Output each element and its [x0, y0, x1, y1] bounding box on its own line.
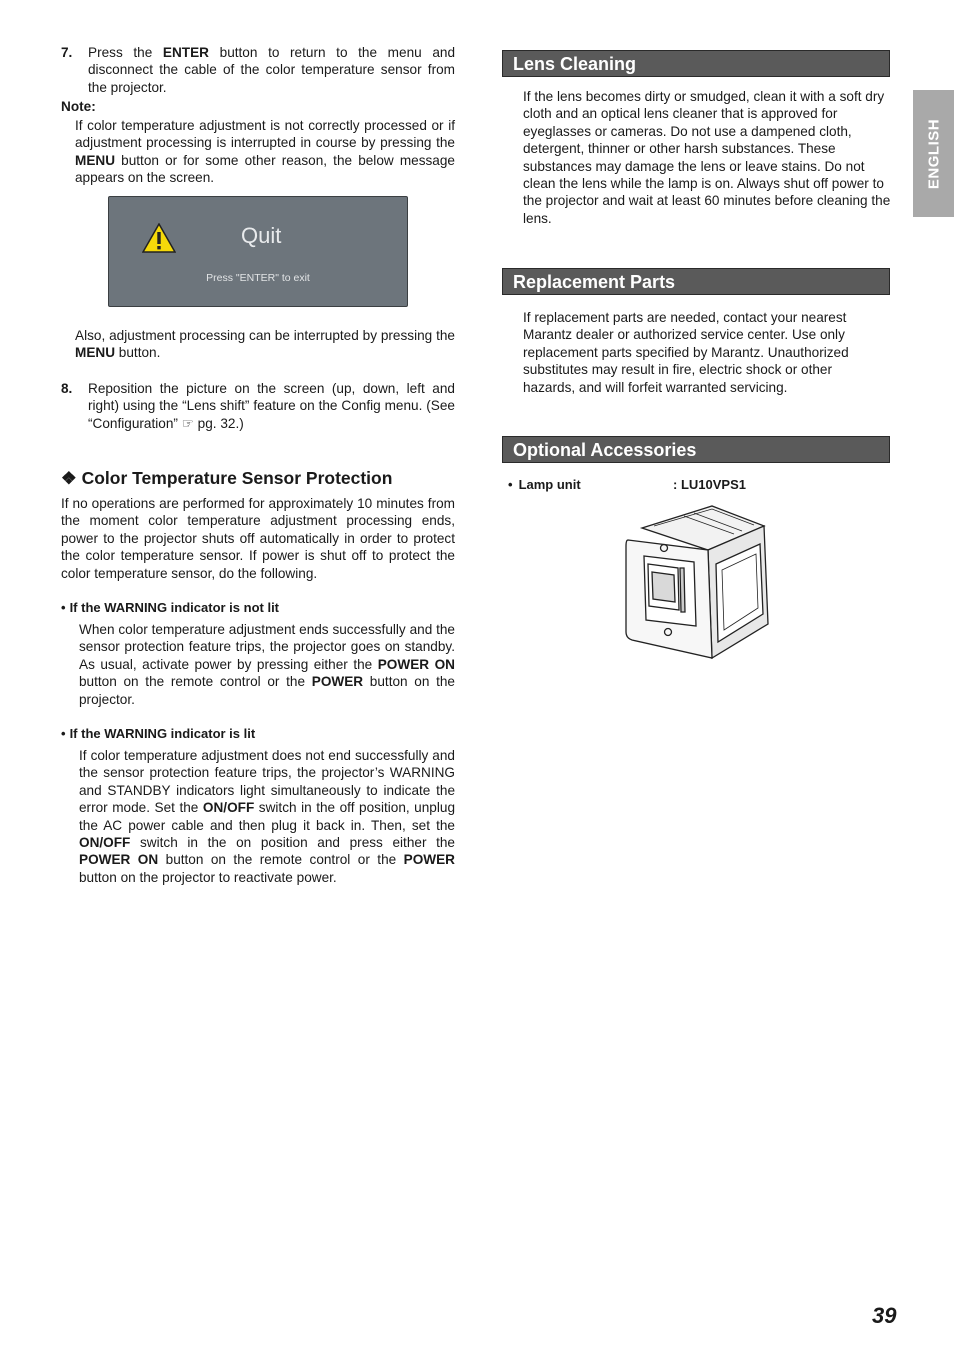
section-symbol: ❖ — [61, 468, 77, 488]
menu-label: MENU — [75, 152, 116, 168]
accessory-item: • Lamp unit — [508, 477, 581, 492]
optional-accessories-title: Optional Accessories — [513, 440, 697, 460]
text-part: switch in the off position, unplug the AC power cable and then plug it back in. Then, set the — [79, 800, 456, 833]
also-text — [75, 327, 455, 362]
warning-triangle-icon — [142, 223, 176, 253]
language-tab-label: ENGLISH — [924, 118, 942, 189]
on-off-label: ON/OFF — [79, 835, 131, 851]
step-text: Reposition the picture on the screen (up, down, left and right) using the “Lens shift” feature on the Config menu. (See “Configuration” ☞ pg. 32.) — [88, 381, 455, 431]
note-text-part: If color temperature adjustment is not correctly processed or if adjustment processing is interrupted in course by pressing the — [75, 118, 455, 151]
page-number: 39 — [872, 1303, 897, 1328]
quit-dialog — [108, 196, 408, 307]
bullet-1-heading: • If the WARNING indicator is not lit — [61, 600, 280, 615]
step-7 — [61, 44, 455, 96]
bullet-1-text — [79, 621, 455, 708]
bullet-label: If the WARNING indicator is lit — [69, 726, 256, 741]
bullet-2-heading: • If the WARNING indicator is lit — [61, 726, 256, 741]
power-label: POWER — [403, 852, 455, 868]
text-part: When color temperature adjustment ends successfully and the sensor protection feature trips, the projector goes on standby. As usual, activate power by pressing either the — [79, 622, 455, 672]
language-tab — [913, 90, 954, 217]
dialog-subtitle: Press "ENTER" to exit — [206, 272, 310, 284]
lens-cleaning-text: If the lens becomes dirty or smudged, clean it with a soft dry cloth and an optical lens cleaner that is approved for eyeglasses or cameras. Do not use a dampened cloth, detergent, thinner or other harsh substances. These substances may damage the lens or leave stains. Do not clean the lens while the lamp is on. Always shut off power to the projector and wait at least 60 minutes before cleaning the lens. — [523, 89, 891, 226]
step-8 — [61, 380, 455, 432]
enter-button-label: ENTER — [162, 45, 209, 60]
lamp-unit-image — [624, 504, 774, 660]
note-text-part: button or for some other reason, the below message appears on the screen. — [75, 152, 455, 186]
lens-cleaning-header — [502, 50, 890, 77]
text-part: button on the projector. — [79, 674, 455, 707]
accessory-value: : LU10VPS1 — [673, 477, 746, 492]
replacement-parts-text: If replacement parts are needed, contact your nearest Marantz dealer or authorized service center. Use only replacement parts specified by Marantz. Unauthorized substitutes may result in fire, electric shock or other hazards, and will forfeit warranted servicing. — [523, 310, 849, 395]
step-number: 7. — [61, 45, 73, 60]
step-number: 8. — [61, 381, 73, 396]
dialog-title: Quit — [241, 223, 282, 248]
section-intro: If no operations are performed for approximately 10 minutes from the moment color temperature adjustment processing ends, power to the projector shuts off automatically in order to protect the color temperature sensor. If power is shut off to protect the color temperature sensor, do the following. — [61, 496, 455, 581]
text-part: If color temperature adjustment does not end successfully and the sensor protection feature trips, the projector’s WARNING and STANDBY indicators light simultaneously to indicate the error mode. Set the — [79, 748, 455, 816]
step-text: Press the — [88, 45, 163, 60]
power-label: POWER — [311, 674, 364, 690]
text-part: button on the remote control or the — [158, 852, 404, 868]
accessory-label: Lamp unit — [518, 477, 581, 492]
power-on-label: POWER ON — [377, 656, 455, 672]
optional-accessories-header — [502, 436, 890, 463]
step-text-rest: button to return to the menu and disconnect the cable of the color temperature sensor from the projector. — [88, 45, 456, 95]
section-title: Color Temperature Sensor Protection — [81, 468, 393, 488]
lens-cleaning-title: Lens Cleaning — [513, 54, 637, 74]
also-text-part: Also, adjustment processing can be interrupted by pressing the — [75, 328, 455, 343]
note-label: Note: — [61, 99, 96, 114]
power-on-label: POWER ON — [79, 852, 159, 868]
replacement-parts-title: Replacement Parts — [513, 272, 676, 292]
text-part: button on the projector to reactivate power. — [79, 869, 337, 885]
replacement-parts-header — [502, 268, 890, 295]
bullet-2-text — [79, 747, 455, 886]
text-part: button on the remote control or the — [79, 674, 312, 690]
bullet-label: If the WARNING indicator is not lit — [69, 600, 280, 615]
on-off-label: ON/OFF — [202, 800, 255, 816]
menu-label: MENU — [75, 345, 116, 361]
note-text — [75, 117, 455, 187]
section-heading — [61, 468, 392, 489]
also-text-part: button. — [115, 345, 161, 361]
text-part: switch in the on position and press either the — [130, 835, 455, 851]
